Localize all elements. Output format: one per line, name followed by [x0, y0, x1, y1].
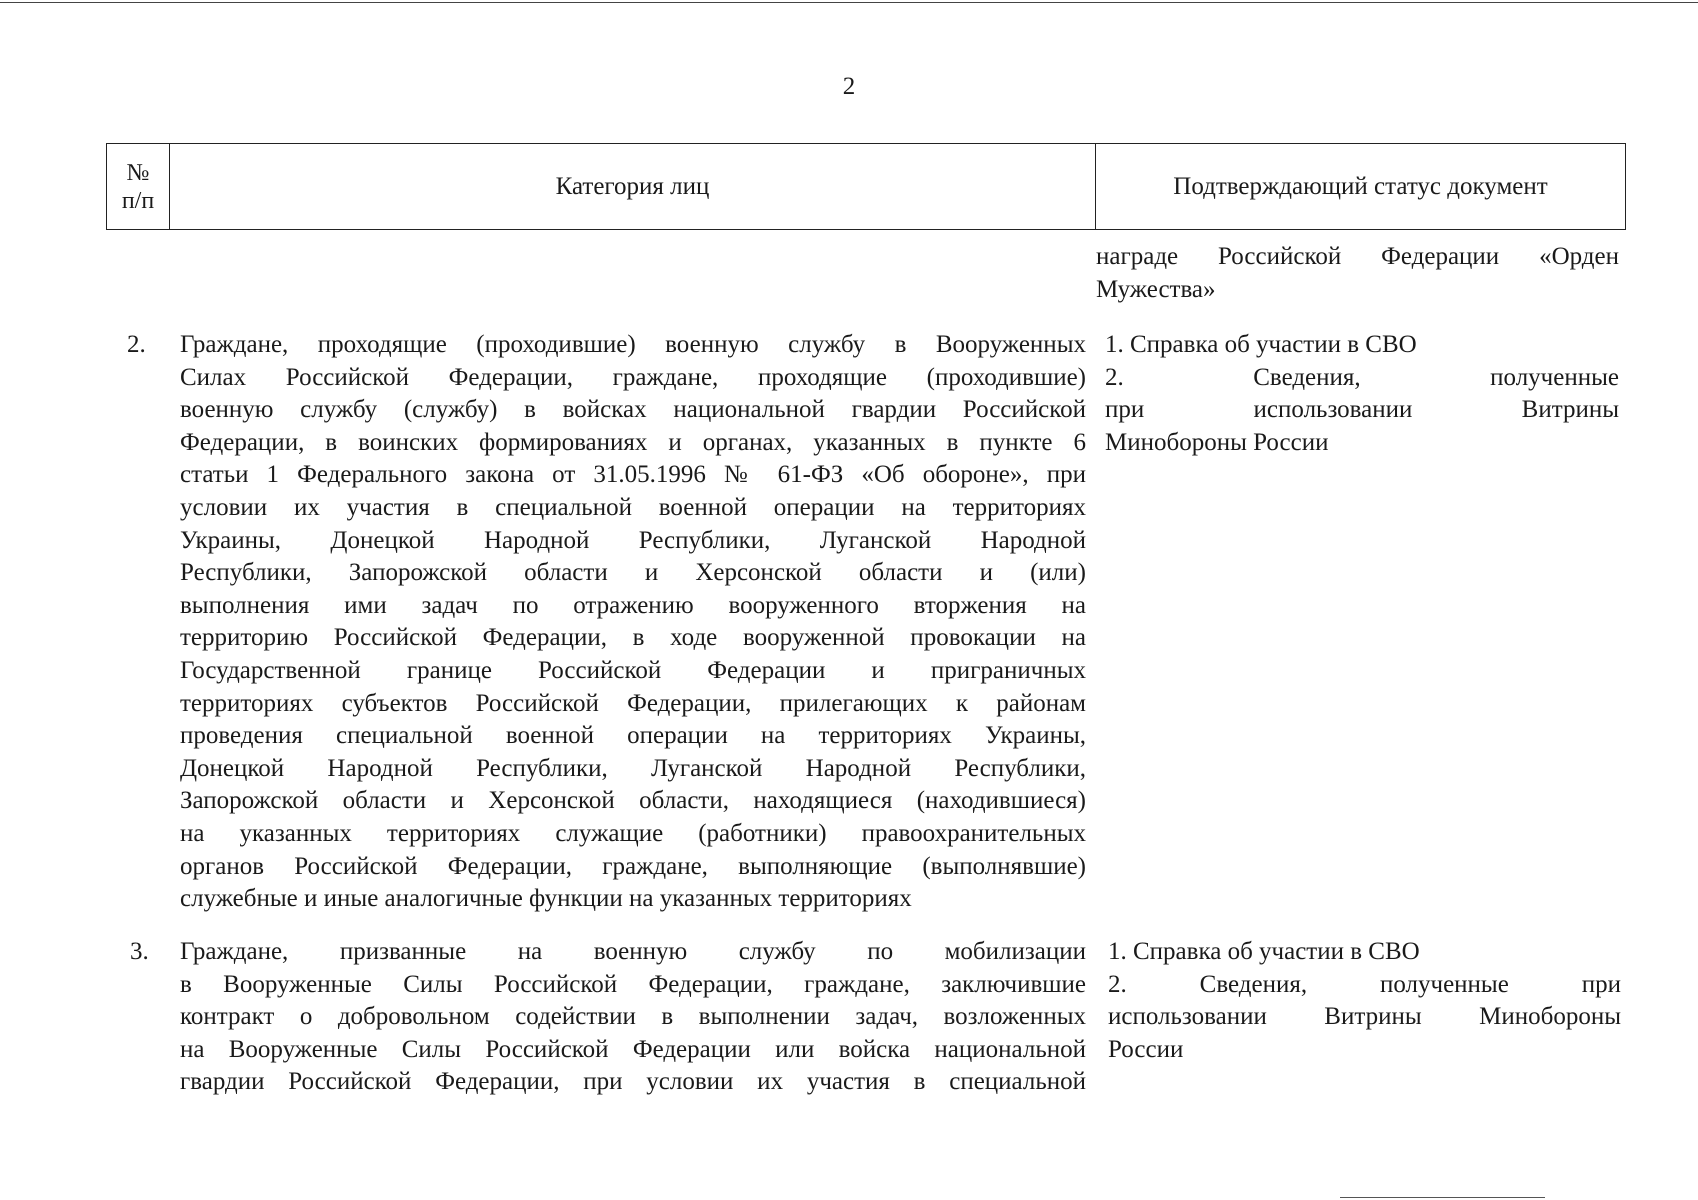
continuation-document-cell — [1096, 241, 1619, 306]
text-line: территорию Российской Федерации, в ходе вооруженной провокации на — [180, 624, 1086, 652]
text-line: гвардии Российской Федерации, при условии их участия в специальной — [180, 1068, 1086, 1096]
text-line: Государственной границе Российской Федерации и приграничных — [180, 656, 1086, 684]
text-line: территориях субъектов Российской Федерации, прилегающих к районам — [180, 689, 1086, 717]
row-document-cell — [1108, 936, 1621, 1066]
row-document-cell — [1105, 329, 1619, 459]
text-line: на указанных территориях служащие (работники) правоохранительных — [180, 819, 1086, 847]
text-line: на Вооруженные Силы Российской Федерации или войска национальной — [180, 1035, 1086, 1063]
text-line: Запорожской области и Херсонской области, находящиеся (находившиеся) — [180, 787, 1086, 815]
text-line: России — [1108, 1035, 1184, 1063]
text-line: Донецкой Народной Республики, Луганской Народной Республики, — [180, 754, 1086, 782]
table-header — [106, 143, 1626, 230]
text-line: 2. Сведения, полученные при — [1108, 970, 1621, 998]
text-line: Граждане, проходящие (проходившие) военную службу в Вооруженных — [180, 331, 1086, 358]
text-line: органов Российской Федерации, граждане, выполняющие (выполнявшие) — [180, 852, 1086, 880]
text-line: 1. Справка об участии в СВО — [1105, 331, 1417, 358]
text-line: Силах Российской Федерации, граждане, проходящие (проходившие) — [180, 363, 1086, 391]
text-line: использовании Витрины Минобороны — [1108, 1003, 1621, 1031]
text-line: при использовании Витрины — [1105, 396, 1619, 424]
text-line: выполнения ими задач по отражению вооруженного вторжения на — [180, 591, 1086, 619]
row-number: 2. — [127, 331, 146, 358]
text-line: 1. Справка об участии в СВО — [1108, 938, 1420, 965]
text-line: условии их участия в специальной военной операции на территориях — [180, 493, 1086, 521]
row-number: 3. — [130, 938, 149, 965]
text-line: Федерации, в воинских формированиях и органах, указанных в пункте 6 — [180, 428, 1086, 456]
text-line: Республики, Запорожской области и Херсонской области и (или) — [180, 559, 1086, 587]
text-line: статьи 1 Федерального закона от 31.05.1996 № 61-ФЗ «Об обороне», при — [180, 461, 1086, 489]
text-line: Минобороны России — [1105, 428, 1329, 456]
bottom-rule — [1340, 1197, 1545, 1198]
text-line: контракт о добровольном содействии в выполнении задач, возложенных — [180, 1003, 1086, 1031]
header-document-column: Подтверждающий статус документ — [1173, 172, 1548, 200]
top-rule — [0, 2, 1698, 3]
text-line: Украины, Донецкой Народной Республики, Луганской Народной — [180, 526, 1086, 554]
text-line: проведения специальной военной операции на территориях Украины, — [180, 722, 1086, 750]
header-category-column: Категория лиц — [170, 144, 1096, 229]
text-line: в Вооруженные Силы Российской Федерации, граждане, заключившие — [180, 970, 1086, 998]
row-category-cell — [180, 936, 1086, 1099]
text-line: служебные и иные аналогичные функции на указанных территориях — [180, 885, 912, 913]
text-line: награде Российской Федерации «Орден — [1096, 243, 1619, 270]
text-line: Мужества» — [1096, 275, 1216, 303]
row-category-cell — [180, 329, 1086, 916]
page-number: 2 — [842, 73, 856, 100]
header-number-abbrev: п/п — [121, 187, 155, 214]
text-line: Граждане, призванные на военную службу по мобилизации — [180, 938, 1086, 965]
text-line: военную службу (службу) в войсках национальной гвардии Российской — [180, 396, 1086, 424]
header-number-symbol: № — [126, 159, 150, 186]
text-line: 2. Сведения, полученные — [1105, 363, 1619, 391]
header-number-column — [107, 144, 170, 229]
